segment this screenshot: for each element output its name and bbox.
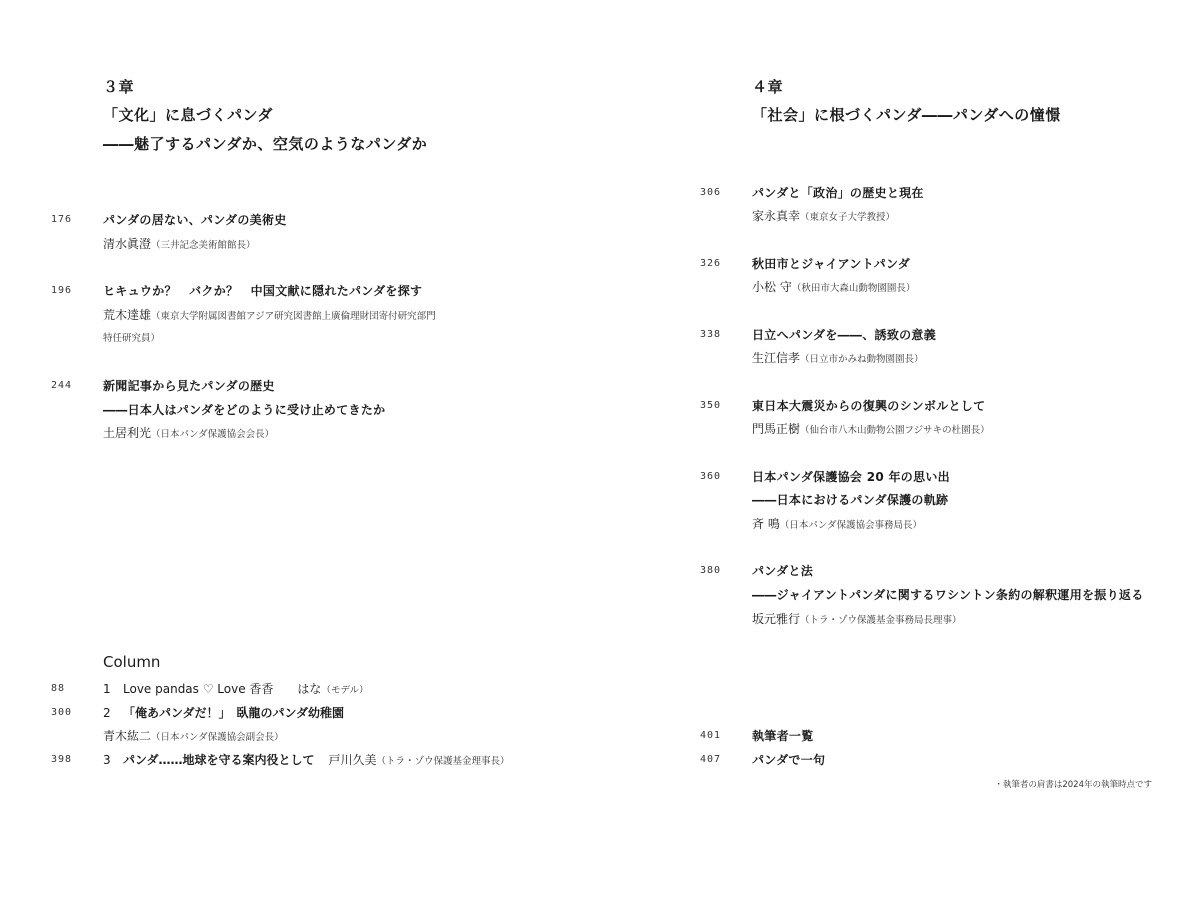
column-heading: Column — [103, 653, 161, 671]
chapter4-title-line1: 「社会」に根づくパンダ――パンダへの憧憬 — [752, 106, 1061, 124]
chapter4-number: ４章 — [752, 78, 784, 96]
chapter3-title-line1: 「文化」に息づくパンダ — [103, 106, 273, 124]
appendix-title: パンダで一句 — [752, 753, 826, 767]
author-name: 門馬正樹 — [752, 422, 801, 436]
author-line — [103, 235, 256, 252]
page-number: 176 — [51, 214, 73, 225]
page-number: 401 — [700, 730, 722, 741]
article-subtitle: ――日本人はパンダをどのように受け止めてきたか — [103, 403, 386, 417]
author-name: はな — [297, 682, 322, 696]
author-affiliation: （秋田市大森山動物園園長） — [791, 283, 916, 294]
article-subtitle: ――ジャイアントパンダに関するワシントン条約の解釈運用を振り返る — [752, 588, 1144, 602]
author-name: 坂元雅行 — [752, 612, 801, 626]
chapter3-title-line2: ――魅了するパンダか、空気のようなパンダか — [103, 135, 428, 153]
author-affiliation: （日本パンダ保護協会会長） — [151, 429, 275, 440]
article-title: ヒキュウか？ バクか？ 中国文献に隠れたパンダを探す — [103, 284, 423, 298]
page-number: 360 — [700, 471, 722, 482]
page-number: 326 — [700, 258, 722, 269]
column-item — [103, 751, 510, 768]
page-number: 300 — [51, 707, 73, 718]
article-title: パンダの居ない、パンダの美術史 — [103, 213, 287, 227]
article-title: 日本パンダ保護協会 20 年の思い出 — [752, 470, 950, 484]
column-item-title: 「俺あパンダだ！」 臥龍のパンダ幼稚園 — [123, 706, 345, 720]
author-affiliation: （日立市かみね動物園園長） — [800, 354, 924, 365]
article-title: 秋田市とジャイアントパンダ — [752, 257, 911, 271]
author-line — [752, 515, 922, 532]
column-item — [103, 704, 344, 721]
article-subtitle: ――日本におけるパンダ保護の軌跡 — [752, 493, 949, 507]
author-line — [752, 278, 915, 295]
column-item — [103, 680, 368, 697]
page-number: 380 — [700, 565, 722, 576]
page-number: 196 — [51, 285, 73, 296]
author-affiliation: （東京女子大学教授） — [800, 212, 896, 223]
author-name: 土居利光 — [103, 426, 152, 440]
page-number: 398 — [51, 754, 73, 765]
author-affiliation: （三井記念美術館館長） — [151, 240, 256, 251]
author-line — [752, 207, 895, 224]
chapter3-number: ３章 — [103, 78, 135, 96]
column-item-title: Love pandas ♡ Love 香香 — [123, 682, 274, 696]
author-line — [752, 420, 990, 437]
author-line — [103, 727, 284, 744]
author-name: 斉 鳴 — [752, 517, 780, 531]
author-affiliation: （トラ・ゾウ保護基金理事長） — [376, 756, 510, 767]
author-line — [103, 306, 436, 323]
appendix-title: 執筆者一覧 — [752, 729, 814, 743]
footnote: ・執筆者の肩書は2024年の執筆時点です — [994, 780, 1152, 790]
column-item-number: 3 — [103, 753, 111, 767]
author-name: 小松 守 — [752, 280, 792, 294]
author-name: 荒木達雄 — [103, 308, 152, 322]
column-item-number: 1 — [103, 682, 111, 696]
article-title: 東日本大震災からの復興のシンボルとして — [752, 399, 986, 413]
author-affiliation: （トラ・ゾウ保護基金事務局長理事） — [800, 615, 962, 626]
article-title: パンダと「政治」の歴史と現在 — [752, 186, 924, 200]
author-line — [103, 424, 274, 441]
author-name: 生江信孝 — [752, 351, 801, 365]
page-number: 407 — [700, 754, 722, 765]
column-item-title: パンダ……地球を守る案内役として — [123, 753, 315, 767]
article-title: 日立へパンダを――、誘致の意義 — [752, 328, 937, 342]
page-number: 244 — [51, 380, 73, 391]
author-name: 清水眞澄 — [103, 237, 152, 251]
column-item-number: 2 — [103, 706, 111, 720]
author-affiliation: （日本パンダ保護協会事務局長） — [779, 520, 922, 531]
author-affiliation: （仙台市八木山動物公園フジサキの杜園長） — [800, 425, 990, 436]
author-affiliation: （モデル） — [321, 685, 369, 696]
author-name: 戸川久美 — [328, 753, 377, 767]
author-affiliation-continued: 特任研究員） — [103, 333, 161, 344]
page-number: 350 — [700, 400, 722, 411]
article-title: パンダと法 — [752, 564, 814, 578]
author-line — [752, 349, 924, 366]
author-name: 青木紘二 — [103, 729, 152, 743]
article-title: 新聞記事から見たパンダの歴史 — [103, 379, 275, 393]
author-name: 家永真幸 — [752, 209, 801, 223]
author-affiliation: （東京大学附属図書館アジア研究図書館上廣倫理財団寄付研究部門 — [151, 311, 436, 322]
author-line — [752, 610, 962, 627]
author-affiliation: （日本パンダ保護協会副会長） — [151, 732, 284, 743]
page-number: 88 — [51, 683, 66, 694]
page-number: 338 — [700, 329, 722, 340]
page-number: 306 — [700, 187, 722, 198]
